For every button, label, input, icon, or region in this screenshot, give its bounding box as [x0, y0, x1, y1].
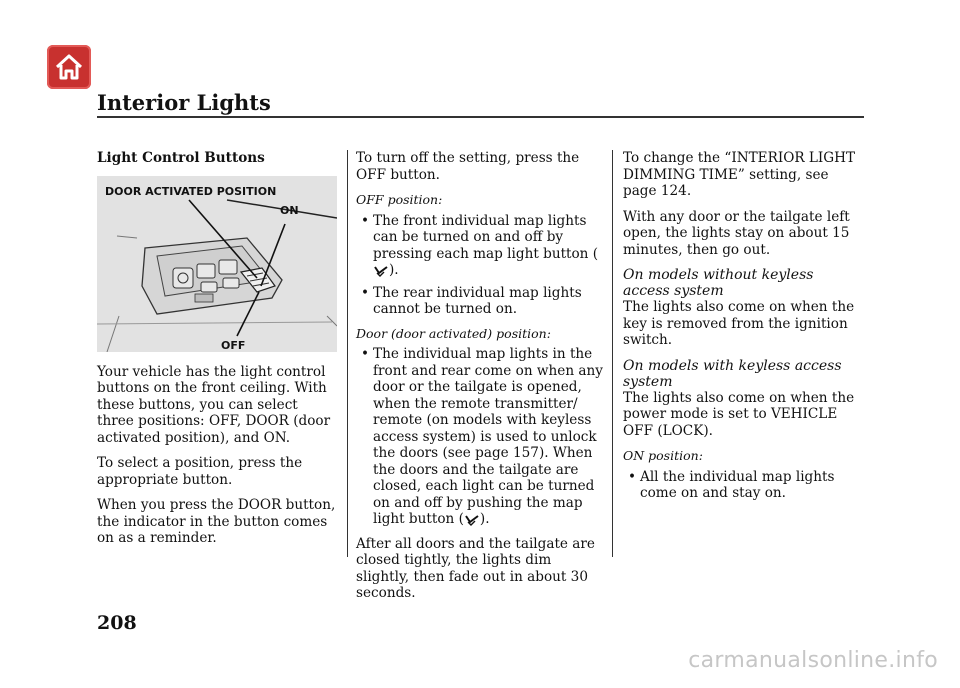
- door-open-paragraph: With any door or the tailgate left open, the lights stay on about 15 minutes, then go out.: [623, 208, 850, 258]
- ceiling-buttons-figure: [97, 176, 337, 352]
- column-divider-1: [347, 150, 348, 557]
- page-number: 208: [97, 612, 137, 634]
- column-divider-2: [612, 150, 613, 557]
- column-1: [97, 150, 337, 556]
- figure-label-off: OFF: [221, 338, 246, 352]
- watermark: carmanualsonline.info: [688, 648, 938, 673]
- column-2: [356, 150, 606, 611]
- on-position-list: [623, 469, 863, 502]
- ceiling-console-illustration: [97, 176, 337, 352]
- door-position-list: [356, 346, 606, 528]
- door-reminder-paragraph: When you press the DOOR button, the indicator in the button comes on as a reminder.: [97, 497, 336, 546]
- without-keyless-heading: On models without keyless access system: [623, 267, 814, 299]
- turn-off-paragraph: To turn off the setting, press the OFF button.: [356, 150, 580, 183]
- figure-label-door: DOOR ACTIVATED POSITION: [105, 184, 277, 198]
- on-position-heading: ON position:: [623, 448, 703, 463]
- door-position-heading: Door (door activated) position:: [356, 325, 551, 341]
- off-position-list: [356, 213, 606, 318]
- title-divider: [97, 116, 864, 118]
- home-button[interactable]: [47, 45, 91, 89]
- section-title: Interior Lights: [97, 90, 271, 115]
- light-control-heading: Light Control Buttons: [97, 150, 265, 166]
- list-item: • All the individual map lights come on and stay on.: [623, 469, 863, 502]
- home-icon: [53, 51, 85, 83]
- list-item: • The rear individual map lights cannot be turned on.: [356, 285, 606, 318]
- power-mode-paragraph: The lights also come on when the power mode is set to VEHICLE OFF (LOCK).: [623, 389, 855, 439]
- select-paragraph: To select a position, press the appropriate button.: [97, 455, 303, 488]
- map-light-button-icon: [373, 264, 389, 278]
- fade-out-paragraph: After all doors and the tailgate are closed tightly, the lights dim slightly, then fade out in about 30 seconds.: [356, 535, 595, 601]
- intro-paragraph: Your vehicle has the light control buttons on the front ceiling. With these buttons, you can select three positions: OFF, DOOR (door activated position), and ON.: [97, 363, 331, 446]
- dimming-time-paragraph: To change the “INTERIOR LIGHT DIMMING TIME” setting, see page 124.: [623, 150, 856, 199]
- map-light-button-icon: [464, 513, 480, 527]
- figure-label-on: ON: [280, 203, 299, 217]
- with-keyless-heading: On models with keyless access system: [623, 357, 842, 390]
- off-position-heading: OFF position:: [356, 192, 443, 207]
- list-item: • The individual map lights in the front and rear come on when any door or the tailgate is opened, when the remote transmitter/ remote (on models with keyless access system) is used to unlock the doors (see page 157). When the doors and the tailgate are closed, each light can be turned on and off by pushing the map light button ( ).: [356, 346, 606, 528]
- column-3: [623, 150, 863, 510]
- list-item: • The front individual map lights can be turned on and off by pressing each map light button ().: [356, 213, 606, 279]
- key-removed-paragraph: The lights also come on when the key is removed from the ignition switch.: [623, 299, 855, 348]
